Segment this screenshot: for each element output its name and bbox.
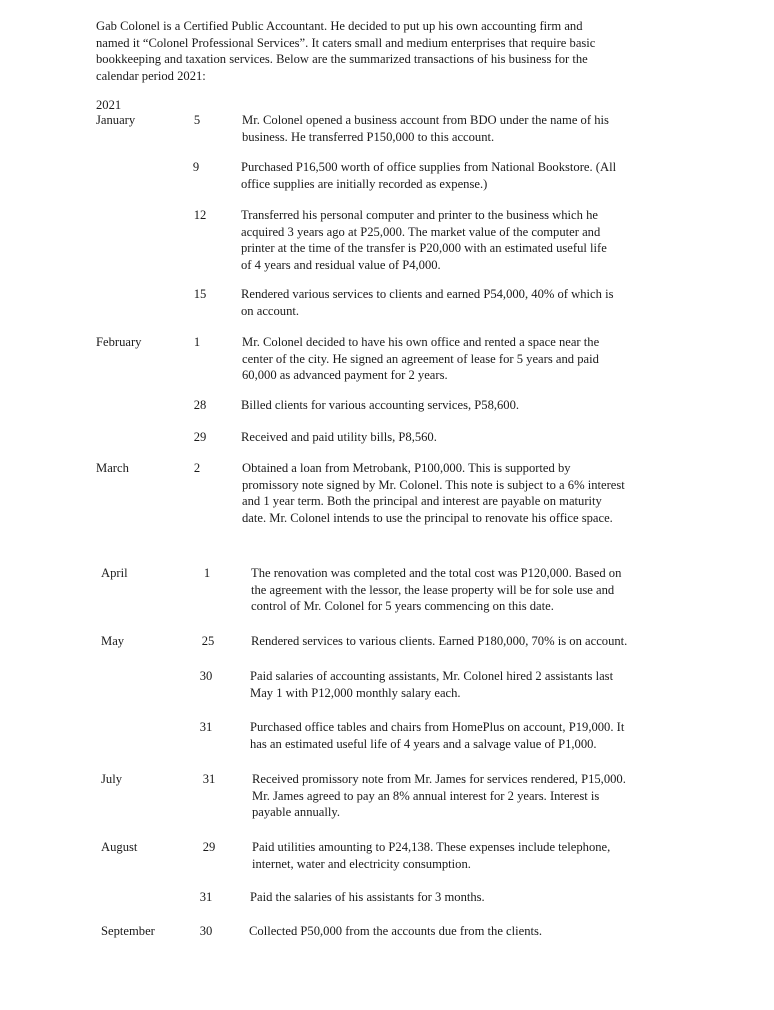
transaction-day: 2: [193, 461, 201, 475]
transaction-description: [250, 668, 655, 701]
description-line: Mr. Colonel opened a business account from BDO under the name of his: [242, 113, 609, 127]
transaction-day: 25: [201, 634, 215, 648]
transaction-day: 15: [193, 287, 207, 301]
description-line: internet, water and electricity consumption.: [252, 856, 471, 871]
description-line: promissory note signed by Mr. Colonel. This note is subject to a 6% interest: [242, 477, 625, 492]
transaction-description: [242, 334, 647, 384]
transaction-description: [242, 460, 647, 526]
transaction-description: [250, 889, 655, 906]
description-line: The renovation was completed and the total cost was P120,000. Based on: [251, 566, 622, 580]
transaction-day: 1: [203, 566, 211, 580]
description-line: printer at the time of the transfer is P20,000 with an estimated useful life: [241, 241, 607, 256]
description-line: Mr. Colonel decided to have his own office and rented a space near the: [242, 335, 600, 349]
transaction-description: [251, 565, 656, 615]
description-line: Billed clients for various accounting services, P58,600.: [241, 398, 520, 412]
description-line: the agreement with the lessor, the lease property will be for sole use and: [251, 582, 615, 597]
transaction-description: [241, 286, 646, 319]
transaction-day: 31: [199, 890, 213, 904]
description-line: Rendered various services to clients and earned P54,000, 40% of which is: [241, 287, 614, 301]
transaction-description: [241, 207, 646, 273]
transaction-day: 9: [192, 160, 200, 174]
description-line: Paid the salaries of his assistants for 3 months.: [250, 890, 485, 904]
intro-line: bookkeeping and taxation services. Below are the summarized transactions of his business for the: [96, 52, 588, 67]
transaction-day: 30: [199, 924, 213, 938]
transaction-month: March: [96, 461, 129, 475]
transaction-description: [242, 112, 647, 145]
description-line: office supplies are initially recorded as expense.): [241, 176, 488, 191]
transaction-month: January: [96, 113, 136, 127]
transaction-description: [249, 923, 654, 940]
transaction-day: 28: [193, 398, 207, 412]
transaction-day: 30: [199, 669, 213, 683]
transaction-month: February: [96, 335, 142, 349]
description-line: on account.: [241, 303, 300, 318]
transaction-day: 29: [193, 430, 207, 444]
description-line: acquired 3 years ago at P25,000. The market value of the computer and: [241, 224, 601, 239]
transaction-month: July: [101, 772, 122, 786]
description-line: payable annually.: [252, 805, 341, 820]
description-line: Received and paid utility bills, P8,560.: [241, 430, 437, 444]
description-line: Received promissory note from Mr. James for services rendered, P15,000.: [252, 772, 626, 786]
transaction-month: August: [101, 840, 138, 854]
transaction-description: [252, 839, 657, 872]
description-line: Paid salaries of accounting assistants, Mr. Colonel hired 2 assistants last: [250, 669, 614, 683]
description-line: center of the city. He signed an agreement of lease for 5 years and paid: [242, 351, 599, 366]
description-line: and 1 year term. Both the principal and interest are payable on maturity: [242, 494, 602, 509]
description-line: Transferred his personal computer and printer to the business which he: [241, 208, 598, 222]
description-line: Mr. James agreed to pay an 8% annual interest for 2 years. Interest is: [252, 788, 600, 803]
transaction-day: 31: [202, 772, 216, 786]
description-line: has an estimated useful life of 4 years and a salvage value of P1,000.: [250, 736, 597, 751]
description-line: Paid utilities amounting to P24,138. These expenses include telephone,: [252, 840, 611, 854]
transaction-description: [251, 633, 656, 650]
transaction-day: 29: [202, 840, 216, 854]
description-line: Purchased office tables and chairs from HomePlus on account, P19,000. It: [250, 720, 625, 734]
intro-line: Gab Colonel is a Certified Public Accountant. He decided to put up his own accounting firm and: [96, 19, 583, 33]
description-line: May 1 with P12,000 monthly salary each.: [250, 685, 461, 700]
description-line: 60,000 as advanced payment for 2 years.: [242, 368, 448, 383]
description-line: Rendered services to various clients. Earned P180,000, 70% is on account.: [251, 634, 628, 648]
transaction-description: [241, 397, 646, 414]
description-line: business. He transferred P150,000 to this account.: [242, 129, 495, 144]
description-line: Collected P50,000 from the accounts due from the clients.: [249, 924, 543, 938]
transaction-description: [252, 771, 657, 821]
transaction-description: [241, 429, 646, 446]
year-label: 2021: [96, 98, 122, 112]
description-line: control of Mr. Colonel for 5 years commencing on this date.: [251, 599, 554, 614]
intro-line: named it “Colonel Professional Services”. It caters small and medium enterprises that require basic: [96, 35, 596, 50]
transaction-month: April: [101, 566, 128, 580]
transaction-day: 31: [199, 720, 213, 734]
transaction-day: 12: [193, 208, 207, 222]
transaction-description: [250, 719, 655, 752]
description-line: Purchased P16,500 worth of office supplies from National Bookstore. (All: [241, 160, 617, 174]
description-line: date. Mr. Colonel intends to use the principal to renovate his office space.: [242, 510, 613, 525]
transaction-day: 1: [193, 335, 201, 349]
transaction-month: September: [101, 924, 155, 938]
transaction-day: 5: [193, 113, 201, 127]
intro-paragraph: [96, 18, 626, 84]
description-line: Obtained a loan from Metrobank, P100,000. This is supported by: [242, 461, 571, 475]
transaction-month: May: [101, 634, 125, 648]
intro-line: calendar period 2021:: [96, 68, 206, 83]
transaction-description: [241, 159, 646, 192]
description-line: of 4 years and residual value of P4,000.: [241, 257, 441, 272]
